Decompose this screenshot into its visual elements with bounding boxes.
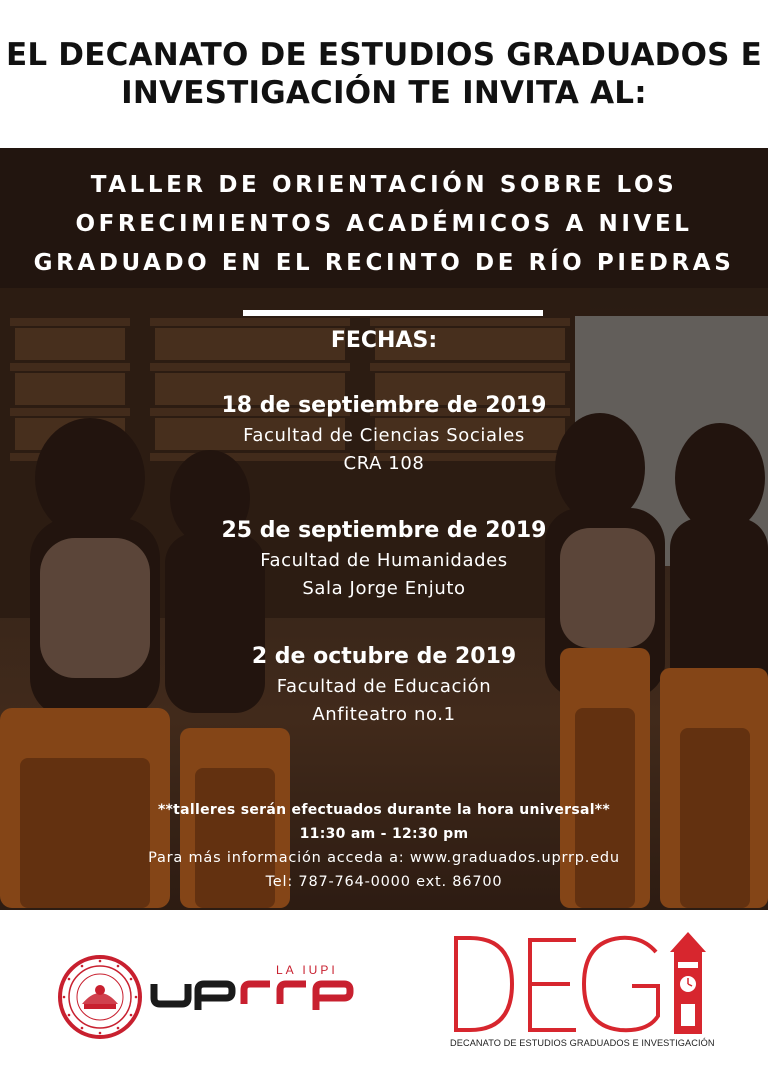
dates-heading: FECHAS: xyxy=(330,328,438,353)
university-seal-icon xyxy=(60,957,140,1037)
degi-wordmark xyxy=(456,938,658,1030)
session-2 xyxy=(0,515,768,603)
session-date: 25 de septiembre de 2019 xyxy=(221,518,547,543)
session-3 xyxy=(0,641,768,729)
invitation-header xyxy=(0,0,768,148)
workshop-title xyxy=(20,166,748,283)
invitation-content xyxy=(0,148,768,910)
info-link-text: Para más información acceda a: www.graduados.uprrp.edu xyxy=(148,850,620,866)
workshop-title-line-3: GRADUADO EN EL RECINTO DE RÍO PIEDRAS xyxy=(33,250,735,276)
degi-logo xyxy=(448,928,718,1073)
universal-hour-note: **talleres serán efectuados durante la hora universal** xyxy=(157,802,611,818)
uprrp-logo xyxy=(58,952,368,1042)
session-room: Sala Jorge Enjuto xyxy=(302,578,466,599)
title-divider xyxy=(243,310,543,316)
workshop-title-line-1: TALLER DE ORIENTACIÓN SOBRE LOS xyxy=(90,172,678,198)
degi-caption: DECANATO DE ESTUDIOS GRADUADOS E INVESTIGACIÓN xyxy=(450,1038,715,1048)
uprrp-tagline: LA IUPI xyxy=(276,963,338,977)
workshop-notes xyxy=(0,798,768,894)
phone-number: Tel: 787-764-0000 ext. 86700 xyxy=(265,874,503,890)
uprrp-wordmark xyxy=(154,984,350,1010)
session-room: Anfiteatro no.1 xyxy=(312,704,456,725)
session-1 xyxy=(0,390,768,478)
time-range: 11:30 am - 12:30 pm xyxy=(299,826,469,842)
session-faculty: Facultad de Ciencias Sociales xyxy=(243,425,525,446)
session-faculty: Facultad de Educación xyxy=(276,676,492,697)
header-line-2: INVESTIGACIÓN TE INVITA AL: xyxy=(121,75,647,111)
clock-tower-icon xyxy=(670,932,706,1034)
header-line-1: EL DECANATO DE ESTUDIOS GRADUADOS E xyxy=(5,37,763,73)
auditorium-photo xyxy=(0,148,768,910)
workshop-title-line-2: OFRECIMIENTOS ACADÉMICOS A NIVEL xyxy=(75,211,693,237)
logo-bar xyxy=(0,910,768,1086)
session-date: 2 de octubre de 2019 xyxy=(251,644,517,669)
session-date: 18 de septiembre de 2019 xyxy=(221,393,547,418)
session-room: CRA 108 xyxy=(343,453,425,474)
session-faculty: Facultad de Humanidades xyxy=(260,550,508,571)
